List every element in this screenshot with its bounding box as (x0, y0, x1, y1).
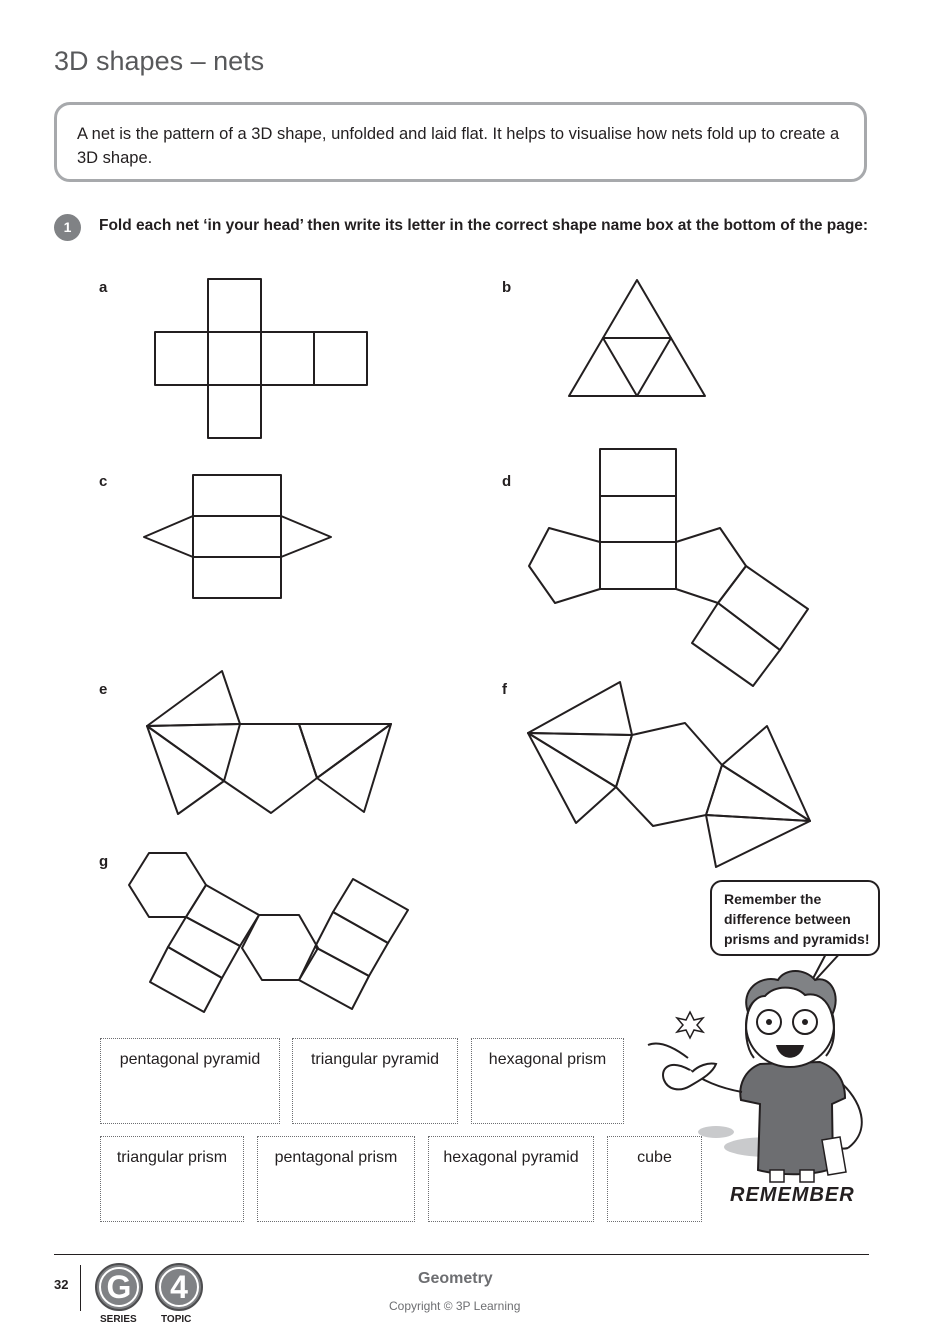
footer-copyright: Copyright © 3P Learning (389, 1299, 521, 1313)
series-letter: G (106, 1269, 132, 1305)
page-number: 32 (54, 1277, 69, 1292)
topic-number: 4 (170, 1269, 188, 1305)
answer-box-label: triangular pyramid (310, 1051, 440, 1068)
net-label-a: a (99, 279, 108, 296)
page-title: 3D shapes – nets (54, 46, 265, 76)
net-label-c: c (99, 473, 108, 490)
net-label-d: d (502, 473, 512, 490)
topic-caption: TOPIC (161, 1314, 192, 1325)
speech-bubble: Remember the difference between prisms and pyramids! (710, 880, 880, 956)
answer-box-label: triangular prism (116, 1149, 228, 1166)
series-caption: SERIES (100, 1314, 137, 1325)
answer-box-label: cube (637, 1149, 672, 1166)
net-label-g: g (99, 853, 109, 870)
question-number-badge: 1 (54, 214, 81, 241)
topic-badge (155, 1263, 203, 1311)
net-label-e: e (99, 681, 108, 698)
footer-divider (80, 1265, 81, 1311)
footer-rule (54, 1254, 869, 1255)
net-label-b: b (502, 279, 512, 296)
remember-caption: REMEMBER (730, 1184, 855, 1206)
answer-box-label: hexagonal prism (488, 1051, 607, 1068)
series-badge (95, 1263, 143, 1311)
net-label-f: f (502, 681, 507, 698)
question-instruction: Fold each net ‘in your head’ then write its letter in the correct shape name box at the bottom of the page: (99, 217, 869, 234)
answer-box-label: pentagonal prism (274, 1149, 398, 1166)
footer-topic-name: Geometry (418, 1270, 493, 1287)
answer-box-label: pentagonal pyramid (119, 1051, 261, 1068)
intro-text: A net is the pattern of a 3D shape, unfolded and laid flat. It helps to visualise how nets fold up to create a 3D shape. (77, 125, 840, 167)
answer-box-label: hexagonal pyramid (443, 1149, 579, 1166)
